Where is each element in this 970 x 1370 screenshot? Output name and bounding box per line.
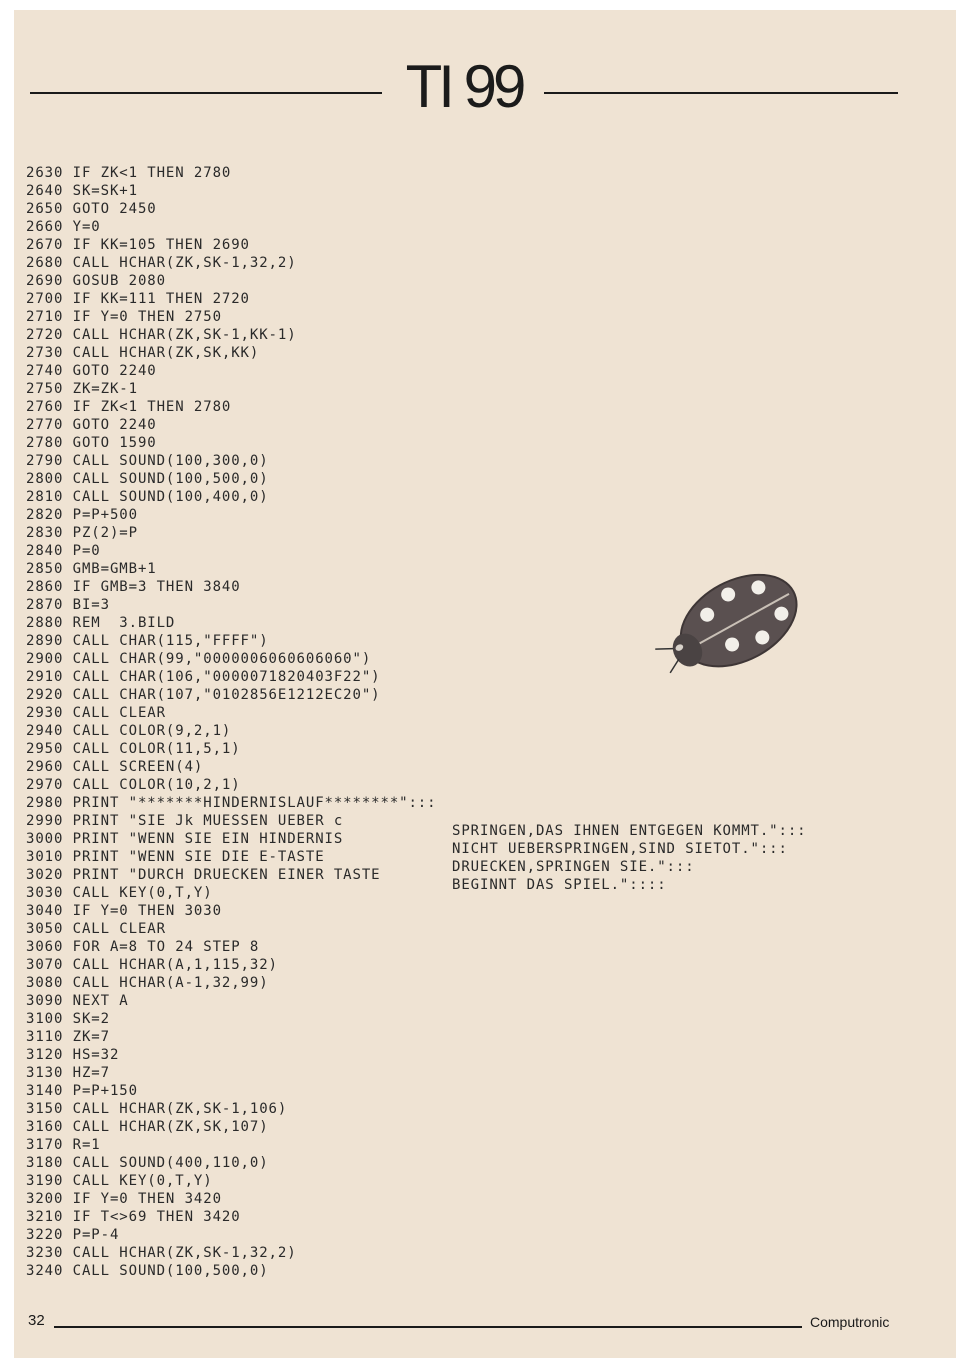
code-line: 2800 CALL SOUND(100,500,0) <box>26 471 269 487</box>
code-line: 3080 CALL HCHAR(A-1,32,99) <box>26 975 269 991</box>
code-line: 3110 ZK=7 <box>26 1029 110 1045</box>
code-line-continuation: DRUECKEN,SPRINGEN SIE."::: <box>452 859 695 875</box>
code-line: 2940 CALL COLOR(9,2,1) <box>26 723 232 739</box>
code-line: 2900 CALL CHAR(99,"0000006060606060") <box>26 651 372 667</box>
code-line: 2910 CALL CHAR(106,"0000071820403F22") <box>26 669 381 685</box>
page-title: TI 99 <box>405 53 523 120</box>
code-line: 2980 PRINT "*******HINDERNISLAUF********"::: <box>26 795 437 811</box>
code-line: 3090 NEXT A <box>26 993 129 1009</box>
code-line: 2860 IF GMB=3 THEN 3840 <box>26 579 241 595</box>
code-line: 2730 CALL HCHAR(ZK,SK,KK) <box>26 345 260 361</box>
code-line: 2670 IF KK=105 THEN 2690 <box>26 237 250 253</box>
magazine-page <box>14 10 956 1358</box>
code-line-continuation: NICHT UEBERSPRINGEN,SIND SIETOT."::: <box>452 841 788 857</box>
code-line: 3240 CALL SOUND(100,500,0) <box>26 1263 269 1279</box>
code-line: 2870 BI=3 <box>26 597 110 613</box>
footer-rule <box>54 1326 802 1328</box>
code-line: 3180 CALL SOUND(400,110,0) <box>26 1155 269 1171</box>
code-line: 2790 CALL SOUND(100,300,0) <box>26 453 269 469</box>
code-line: 3140 P=P+150 <box>26 1083 138 1099</box>
code-line: 2680 CALL HCHAR(ZK,SK-1,32,2) <box>26 255 297 271</box>
code-line: 2890 CALL CHAR(115,"FFFF") <box>26 633 269 649</box>
code-line: 2740 GOTO 2240 <box>26 363 157 379</box>
code-line: 2650 GOTO 2450 <box>26 201 157 217</box>
code-line: 2850 GMB=GMB+1 <box>26 561 157 577</box>
code-line: 2720 CALL HCHAR(ZK,SK-1,KK-1) <box>26 327 297 343</box>
code-line: 3000 PRINT "WENN SIE EIN HINDERNIS <box>26 831 344 847</box>
code-line: 3200 IF Y=0 THEN 3420 <box>26 1191 222 1207</box>
code-line: 3130 HZ=7 <box>26 1065 110 1081</box>
code-line: 3220 P=P-4 <box>26 1227 120 1243</box>
print-continuation <box>452 822 807 894</box>
code-line: 2950 CALL COLOR(11,5,1) <box>26 741 241 757</box>
code-line: 2830 PZ(2)=P <box>26 525 138 541</box>
code-line: 2770 GOTO 2240 <box>26 417 157 433</box>
code-line: 2930 CALL CLEAR <box>26 705 166 721</box>
code-line: 3150 CALL HCHAR(ZK,SK-1,106) <box>26 1101 288 1117</box>
code-line: 2750 ZK=ZK-1 <box>26 381 138 397</box>
code-line: 2780 GOTO 1590 <box>26 435 157 451</box>
code-line: 3160 CALL HCHAR(ZK,SK,107) <box>26 1119 269 1135</box>
code-line: 3020 PRINT "DURCH DRUECKEN EINER TASTE <box>26 867 381 883</box>
code-line: 3170 R=1 <box>26 1137 101 1153</box>
code-line: 3100 SK=2 <box>26 1011 110 1027</box>
code-line: 2990 PRINT "SIE Jk MUESSEN UEBER c <box>26 813 344 829</box>
basic-listing <box>26 164 436 1280</box>
code-line: 3070 CALL HCHAR(A,1,115,32) <box>26 957 278 973</box>
code-line: 2710 IF Y=0 THEN 2750 <box>26 309 222 325</box>
code-line: 2640 SK=SK+1 <box>26 183 138 199</box>
code-line: 2690 GOSUB 2080 <box>26 273 166 289</box>
code-line: 3060 FOR A=8 TO 24 STEP 8 <box>26 939 260 955</box>
header-rule-left <box>30 92 382 94</box>
code-line: 2760 IF ZK<1 THEN 2780 <box>26 399 232 415</box>
code-line: 2970 CALL COLOR(10,2,1) <box>26 777 241 793</box>
code-line: 3120 HS=32 <box>26 1047 120 1063</box>
header-rule-right <box>544 92 898 94</box>
code-line: 2700 IF KK=111 THEN 2720 <box>26 291 250 307</box>
code-line-continuation: BEGINNT DAS SPIEL.":::: <box>452 877 667 893</box>
code-line: 3050 CALL CLEAR <box>26 921 166 937</box>
code-line: 2960 CALL SCREEN(4) <box>26 759 204 775</box>
code-line: 2810 CALL SOUND(100,400,0) <box>26 489 269 505</box>
code-line: 2630 IF ZK<1 THEN 2780 <box>26 165 232 181</box>
code-line: 2840 P=0 <box>26 543 101 559</box>
code-line: 3010 PRINT "WENN SIE DIE E-TASTE <box>26 849 325 865</box>
code-line: 2820 P=P+500 <box>26 507 138 523</box>
magazine-brand: Computronic <box>810 1314 890 1330</box>
code-line: 3230 CALL HCHAR(ZK,SK-1,32,2) <box>26 1245 297 1261</box>
code-line: 3040 IF Y=0 THEN 3030 <box>26 903 222 919</box>
ladybug-illustration <box>644 562 814 678</box>
code-line: 3210 IF T<>69 THEN 3420 <box>26 1209 241 1225</box>
code-line: 2880 REM 3.BILD <box>26 615 176 631</box>
code-line: 2920 CALL CHAR(107,"0102856E1212EC20") <box>26 687 381 703</box>
code-line: 3030 CALL KEY(0,T,Y) <box>26 885 213 901</box>
page-number: 32 <box>28 1312 45 1329</box>
code-line: 3190 CALL KEY(0,T,Y) <box>26 1173 213 1189</box>
code-line-continuation: SPRINGEN,DAS IHNEN ENTGEGEN KOMMT."::: <box>452 823 807 839</box>
code-line: 2660 Y=0 <box>26 219 101 235</box>
